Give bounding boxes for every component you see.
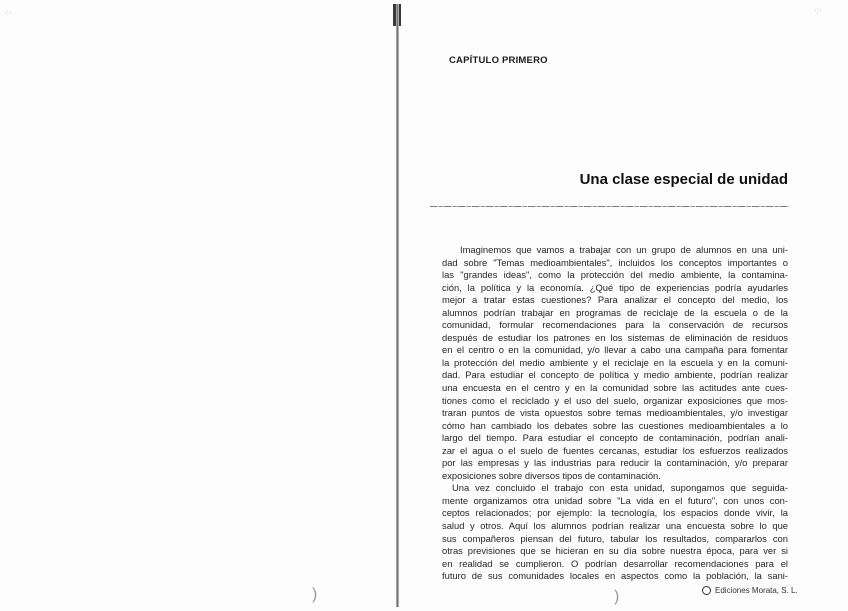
scan-speck: ·:· xyxy=(4,8,12,17)
title-rule xyxy=(430,206,789,207)
chapter-label: CAPÍTULO PRIMERO xyxy=(449,55,548,66)
publisher-logo-icon xyxy=(702,586,711,595)
publisher-footer xyxy=(702,586,798,595)
text-line: exposiciones sobre diversos tipos de contaminación. xyxy=(442,469,661,481)
text-line: cómo han cambiado los debates sobre las cuestiones medioambientales a lo xyxy=(442,419,788,431)
text-line: tiones como el reciclado y el uso del suelo, organizar exposiciones que mos- xyxy=(442,394,788,406)
text-line: alumnos podrían trabajar en programas de reciclaje de la escuela o de la xyxy=(442,306,788,318)
scan-mark: ) xyxy=(312,586,318,603)
text-line: Una vez concluido el trabajo con esta unidad, supongamos que seguida- xyxy=(452,482,788,494)
text-line: salud y otros. Aquí los alumnos podrían realizar una encuesta sobre lo que xyxy=(442,520,788,532)
text-line: Imaginemos que vamos a trabajar con un grupo de alumnos en una uni- xyxy=(460,244,788,255)
publisher-name: Ediciones Morata, S. L. xyxy=(715,586,798,595)
scan-mark: ) xyxy=(614,588,620,605)
text-line: zar el agua o el suelo de fuentes cercanas, estudiar los esfuerzos realizados xyxy=(442,444,788,456)
text-line: dad sobre "Temas medioambientales", incluidos los conceptos importantes o xyxy=(442,256,788,268)
text-line: comunidad, formular recomendaciones para la conservación de recursos xyxy=(442,319,788,331)
body-text xyxy=(442,244,788,583)
text-line: en realidad se cumplieron. O podrían desarrollar recomendaciones para el xyxy=(442,557,788,569)
text-line: mente organizamos otra unidad sobre "La vida en el futuro", con unos con- xyxy=(442,494,788,506)
text-line: sus compañeros piensan del futuro, tabular los resultados, compararlos con xyxy=(442,532,788,544)
text-line: por las empresas y las industrias para reducir la contaminación, y/o preparar xyxy=(442,457,788,469)
text-line: después de estudiar los patrones en los sistemas de eliminación de residuos xyxy=(442,331,788,343)
book-spine xyxy=(396,4,399,607)
scan-speck: ·:· xyxy=(814,6,822,15)
text-line: ción, la política y la economía. ¿Qué tipo de experiencias podría ayudarles xyxy=(442,281,788,293)
text-line: la protección del medio ambiente y el reciclaje en la escuela y en la comuni- xyxy=(442,356,788,368)
text-line: una encuesta en el centro y en la comunidad sobre las actitudes ante cues- xyxy=(442,382,788,394)
text-line: mejor a tratar estas cuestiones? Para analizar el concepto del medio, los xyxy=(442,294,788,306)
section-title: Una clase especial de unidad xyxy=(579,171,788,188)
text-line: dad. Para estudiar el concepto de política y medio ambiente, podrían realizar xyxy=(442,369,788,381)
text-line: en el centro o en la comunidad, y/o llevar a cabo una campaña para fomentar xyxy=(442,344,788,356)
text-line: las "grandes ideas", como la protección del medio ambiente, la contamina- xyxy=(442,269,788,281)
text-line: futuro de sus comunidades locales en aspectos como la población, la sani- xyxy=(442,570,788,582)
text-line: largo del tiempo. Para estudiar el concepto de contaminación, podrían anali- xyxy=(442,432,788,444)
text-line: ceptos relacionados; por ejemplo: la tecnología, los espacios donde vivir, la xyxy=(442,507,788,519)
text-line: otras previsiones que se hicieran en su día sobre nuestra época, para ver si xyxy=(442,545,788,557)
text-line: traran puntos de vista opuestos sobre temas medioambientales, y/o investigar xyxy=(442,407,788,419)
